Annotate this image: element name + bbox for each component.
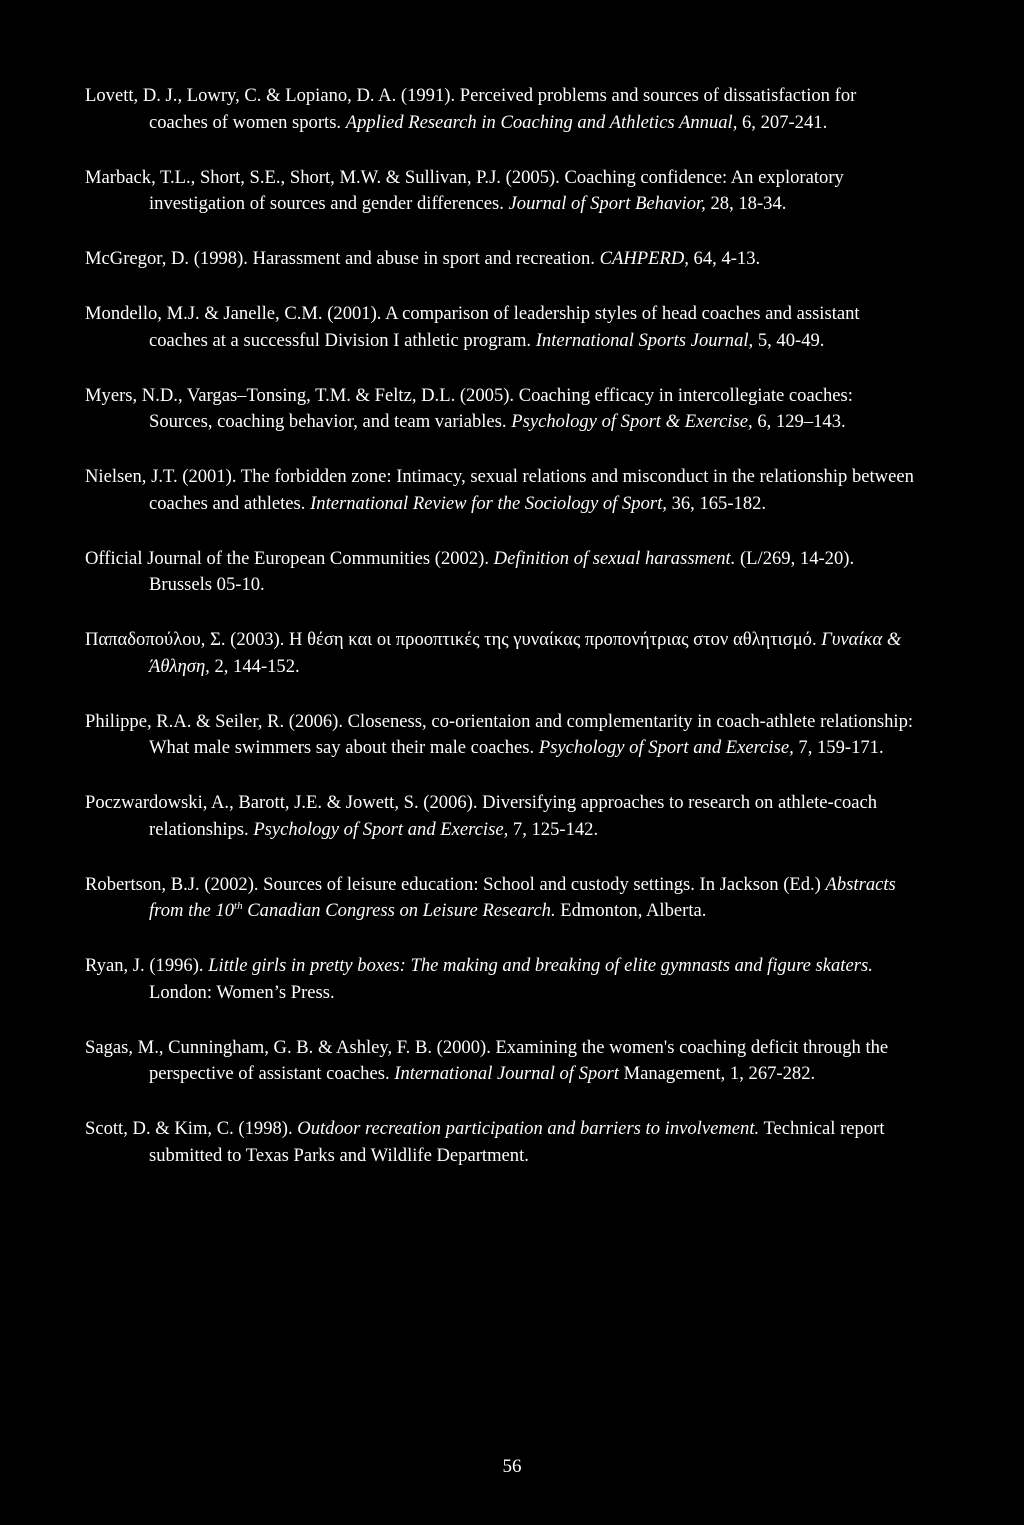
reference-entry: Nielsen, J.T. (2001). The forbidden zone: Intimacy, sexual relations and misconduct in the relationship between coaches and athletes. International Review for the Sociology of Sport, 36, 165-182. — [85, 466, 914, 514]
reference-entry: Official Journal of the European Communities (2002). Definition of sexual harassment. (L/269, 14-20). Brussels 05-10. — [85, 547, 855, 595]
reference-entry: Robertson, B.J. (2002). Sources of leisure education: School and custody settings. In Jackson (Ed.) Abstracts from the 10th Canadian Congress on Leisure Research. Edmonton, Alberta. — [85, 873, 896, 921]
reference-entry: Lovett, D. J., Lowry, C. & Lopiano, D. A. (1991). Perceived problems and sources of dissatisfaction for coaches of women sports. Applied Research in Coaching and Athletics Annual, 6, 207-241. — [85, 85, 857, 133]
reference-entry: Ryan, J. (1996). Little girls in pretty boxes: The making and breaking of elite gymnasts and figure skaters. London: Women’s Press. — [85, 955, 873, 1003]
page-number: 56 — [502, 1456, 522, 1477]
reference-entry: Myers, N.D., Vargas–Tonsing, T.M. & Feltz, D.L. (2005). Coaching efficacy in intercollegiate coaches: Sources, coaching behavior, and team variables. Psychology of Sport & Exercise, 6, 129–143. — [85, 384, 853, 432]
reference-entry: Philippe, R.A. & Seiler, R. (2006). Closeness, co-orientaion and complementarity in coach-athlete relationship: What male swimmers say about their male coaches. Psychology of Sport and Exercise, 7, 159-171. — [85, 710, 914, 758]
reference-entry: Scott, D. & Kim, C. (1998). Outdoor recreation participation and barriers to involvement. Technical report submitted to Texas Parks and Wildlife Department. — [85, 1118, 885, 1166]
reference-entry: Poczwardowski, A., Barott, J.E. & Jowett, S. (2006). Diversifying approaches to research on athlete-coach relationships. Psychology of Sport and Exercise, 7, 125-142. — [85, 792, 878, 840]
reference-entry: Mondello, M.J. & Janelle, C.M. (2001). A comparison of leadership styles of head coaches and assistant coaches at a successful Division I athletic program. International Sports Journal, 5, 40-49. — [85, 303, 860, 351]
reference-list — [85, 83, 915, 1198]
reference-entry: Παπαδοπούλου, Σ. (2003). Η θέση και οι προοπτικές της γυναίκας προπονήτριας στον αθλητισμό. Γυναίκα & Άθληση, 2, 144-152. — [85, 629, 902, 677]
reference-entry: Marback, T.L., Short, S.E., Short, M.W. & Sullivan, P.J. (2005). Coaching confidence: An exploratory investigation of sources and gender differences. Journal of Sport Behavior, 28, 18-34. — [85, 166, 844, 214]
reference-entry: Sagas, M., Cunningham, G. B. & Ashley, F. B. (2000). Examining the women's coaching deficit through the perspective of assistant coaches. International Journal of Sport Management, 1, 267-282. — [85, 1036, 889, 1084]
reference-entry: McGregor, D. (1998). Harassment and abuse in sport and recreation. CAHPERD, 64, 4-13. — [85, 248, 761, 269]
